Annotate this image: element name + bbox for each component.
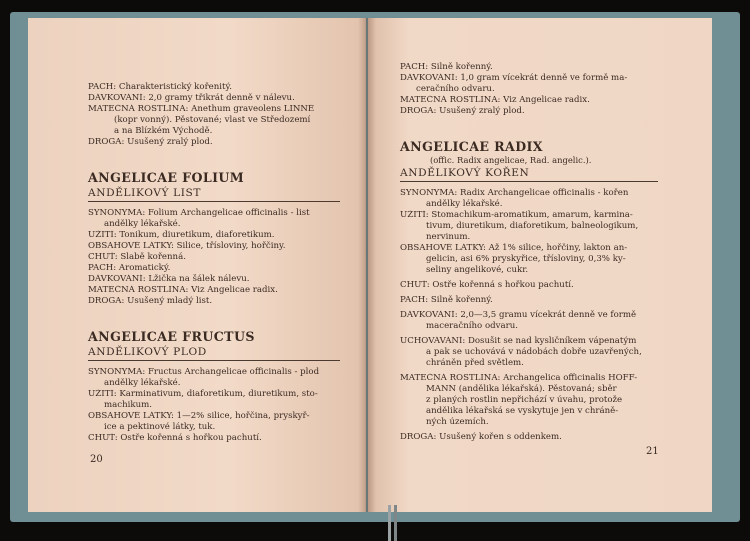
text-line: MATEČNÁ ROSTLINA: Anethum graveolens LINNÉ xyxy=(88,104,315,114)
text-line: andělika lékařská se vyskytuje jen v chráně- xyxy=(426,406,619,416)
section-subtitle: ANDĚLIKOVÝ PLOD xyxy=(88,345,340,361)
text-line: MATEČNÁ ROSTLINA: Archangelica officinalis HOFF- xyxy=(400,373,638,383)
text-line: SYNONYMA: Folium Archangelicae officinalis - list xyxy=(88,208,310,218)
text-line: machikum. xyxy=(104,400,152,410)
text-line: SYNONYMA: Radix Archangelicae officinalis - kořen xyxy=(400,188,629,198)
text-line: MATEČNÁ ROSTLINA: Viz Angelicae radix. xyxy=(88,285,278,295)
text-line: ceračního odvaru. xyxy=(416,84,495,94)
text-line: andělky lékařské. xyxy=(104,378,181,388)
text-line: (kopr vonný). Pěstované; vlast ve Středozemí xyxy=(114,115,311,125)
text-line: DROGA: Usušený mladý list. xyxy=(88,296,213,306)
text-line: ice a pektinové látky, tuk. xyxy=(104,422,216,432)
page-number: 20 xyxy=(90,454,103,465)
book-gutter xyxy=(358,18,376,512)
section-title: ANGELICAE FOLIUM xyxy=(88,170,245,185)
text-line: DÁVKOVÁNÍ: 2,0—3,5 gramu vícekrát denně ve formě xyxy=(400,310,637,320)
text-line: DÁVKOVÁNÍ: 1,0 gram vícekrát denně ve formě ma- xyxy=(400,73,628,83)
text-line: DROGA: Usušený kořen s oddenkem. xyxy=(400,432,562,442)
text-line: PACH: Aromatický. xyxy=(88,263,171,273)
text-line: DROGA: Usušený zralý plod. xyxy=(400,106,525,116)
text-line: seliny angelikové, cukr. xyxy=(426,265,529,275)
text-line: a na Blízkém Východě. xyxy=(114,126,213,136)
section-subtitle: ANDĚLIKOVÝ LIST xyxy=(88,186,340,202)
bookmark-ribbon xyxy=(394,505,397,541)
section-title: ANGELICAE FRUCTUS xyxy=(88,329,255,344)
text-line: MANN (andělika lékařská). Pěstovaná; sběr xyxy=(426,384,617,394)
text-line: PACH: Silně kořenný. xyxy=(400,62,493,72)
text-line: DÁVKOVÁNÍ: 2,0 gramy třikrát denně v nálevu. xyxy=(88,93,295,103)
text-line: nervinum. xyxy=(426,232,471,242)
text-line: tivum, diuretikum, diaforetikum, balneologikum, xyxy=(426,221,639,231)
text-line: UŽITÍ: Stomachikum-aromatikum, amarum, karmina- xyxy=(400,210,633,220)
text-line: z planých rostlin nepřichází v úvahu, protože xyxy=(426,395,623,405)
text-line: OBSAHOVÉ LÁTKY: Silice, třísloviny, hořčiny. xyxy=(88,241,286,251)
text-line: PACH: Silně kořenný. xyxy=(400,295,493,305)
text-line: CHUŤ: Slabě kořenná. xyxy=(88,252,186,262)
text-line: PACH: Charakteristický kořenitý. xyxy=(88,82,232,92)
text-line: andělky lékařské. xyxy=(426,199,503,209)
text-line: MATEČNÁ ROSTLINA: Viz Angelicae radix. xyxy=(400,95,590,105)
bookmark-ribbon xyxy=(388,505,391,541)
text-line: ných územích. xyxy=(426,417,489,427)
page-number: 21 xyxy=(646,446,659,457)
section-subtitle: ANDĚLIKOVÝ KOŘEN xyxy=(400,166,658,182)
text-line: andělky lékařské. xyxy=(104,219,181,229)
text-line: UCHOVÁVÁNÍ: Dosušit se nad kysličníkem vápenatým xyxy=(400,336,637,346)
text-line: chráněn před světlem. xyxy=(426,358,524,368)
text-line: DROGA: Usušený zralý plod. xyxy=(88,137,213,147)
text-line: gelicin, asi 6% pryskyřice, třísloviny, 0,3% ky- xyxy=(426,254,626,264)
text-line: OBSAHOVÉ LÁTKY: Až 1% silice, hořčiny, lakton an- xyxy=(400,243,628,253)
text-line: OBSAHOVÉ LÁTKY: 1—2% silice, hořčina, pryskyř- xyxy=(88,411,310,421)
right-page-text xyxy=(400,62,658,443)
text-line: CHUŤ: Ostře kořenná s hořkou pachutí. xyxy=(400,280,574,290)
right-page xyxy=(368,18,712,512)
text-line: SYNONYMA: Fructus Archangelicae officinalis - plod xyxy=(88,367,320,377)
text-line: a pak se uchovává v nádobách dobře uzavřených, xyxy=(426,347,642,357)
left-page xyxy=(28,18,366,512)
section-title: ANGELICAE RADIX xyxy=(400,139,543,154)
section-note: (offic. Radix angelicae, Rad. angelic.). xyxy=(430,155,592,165)
text-line: CHUŤ: Ostře kořenná s hořkou pachutí. xyxy=(88,433,262,443)
text-line: DÁVKOVÁNÍ: Lžička na šálek nálevu. xyxy=(88,274,250,284)
text-line: UŽITÍ: Tonikum, diuretikum, diaforetikum. xyxy=(88,230,275,240)
text-line: maceračního odvaru. xyxy=(426,321,518,331)
left-page-text xyxy=(88,82,340,444)
text-line: UŽITÍ: Karminativum, diaforetikum, diuretikum, sto- xyxy=(88,389,318,399)
